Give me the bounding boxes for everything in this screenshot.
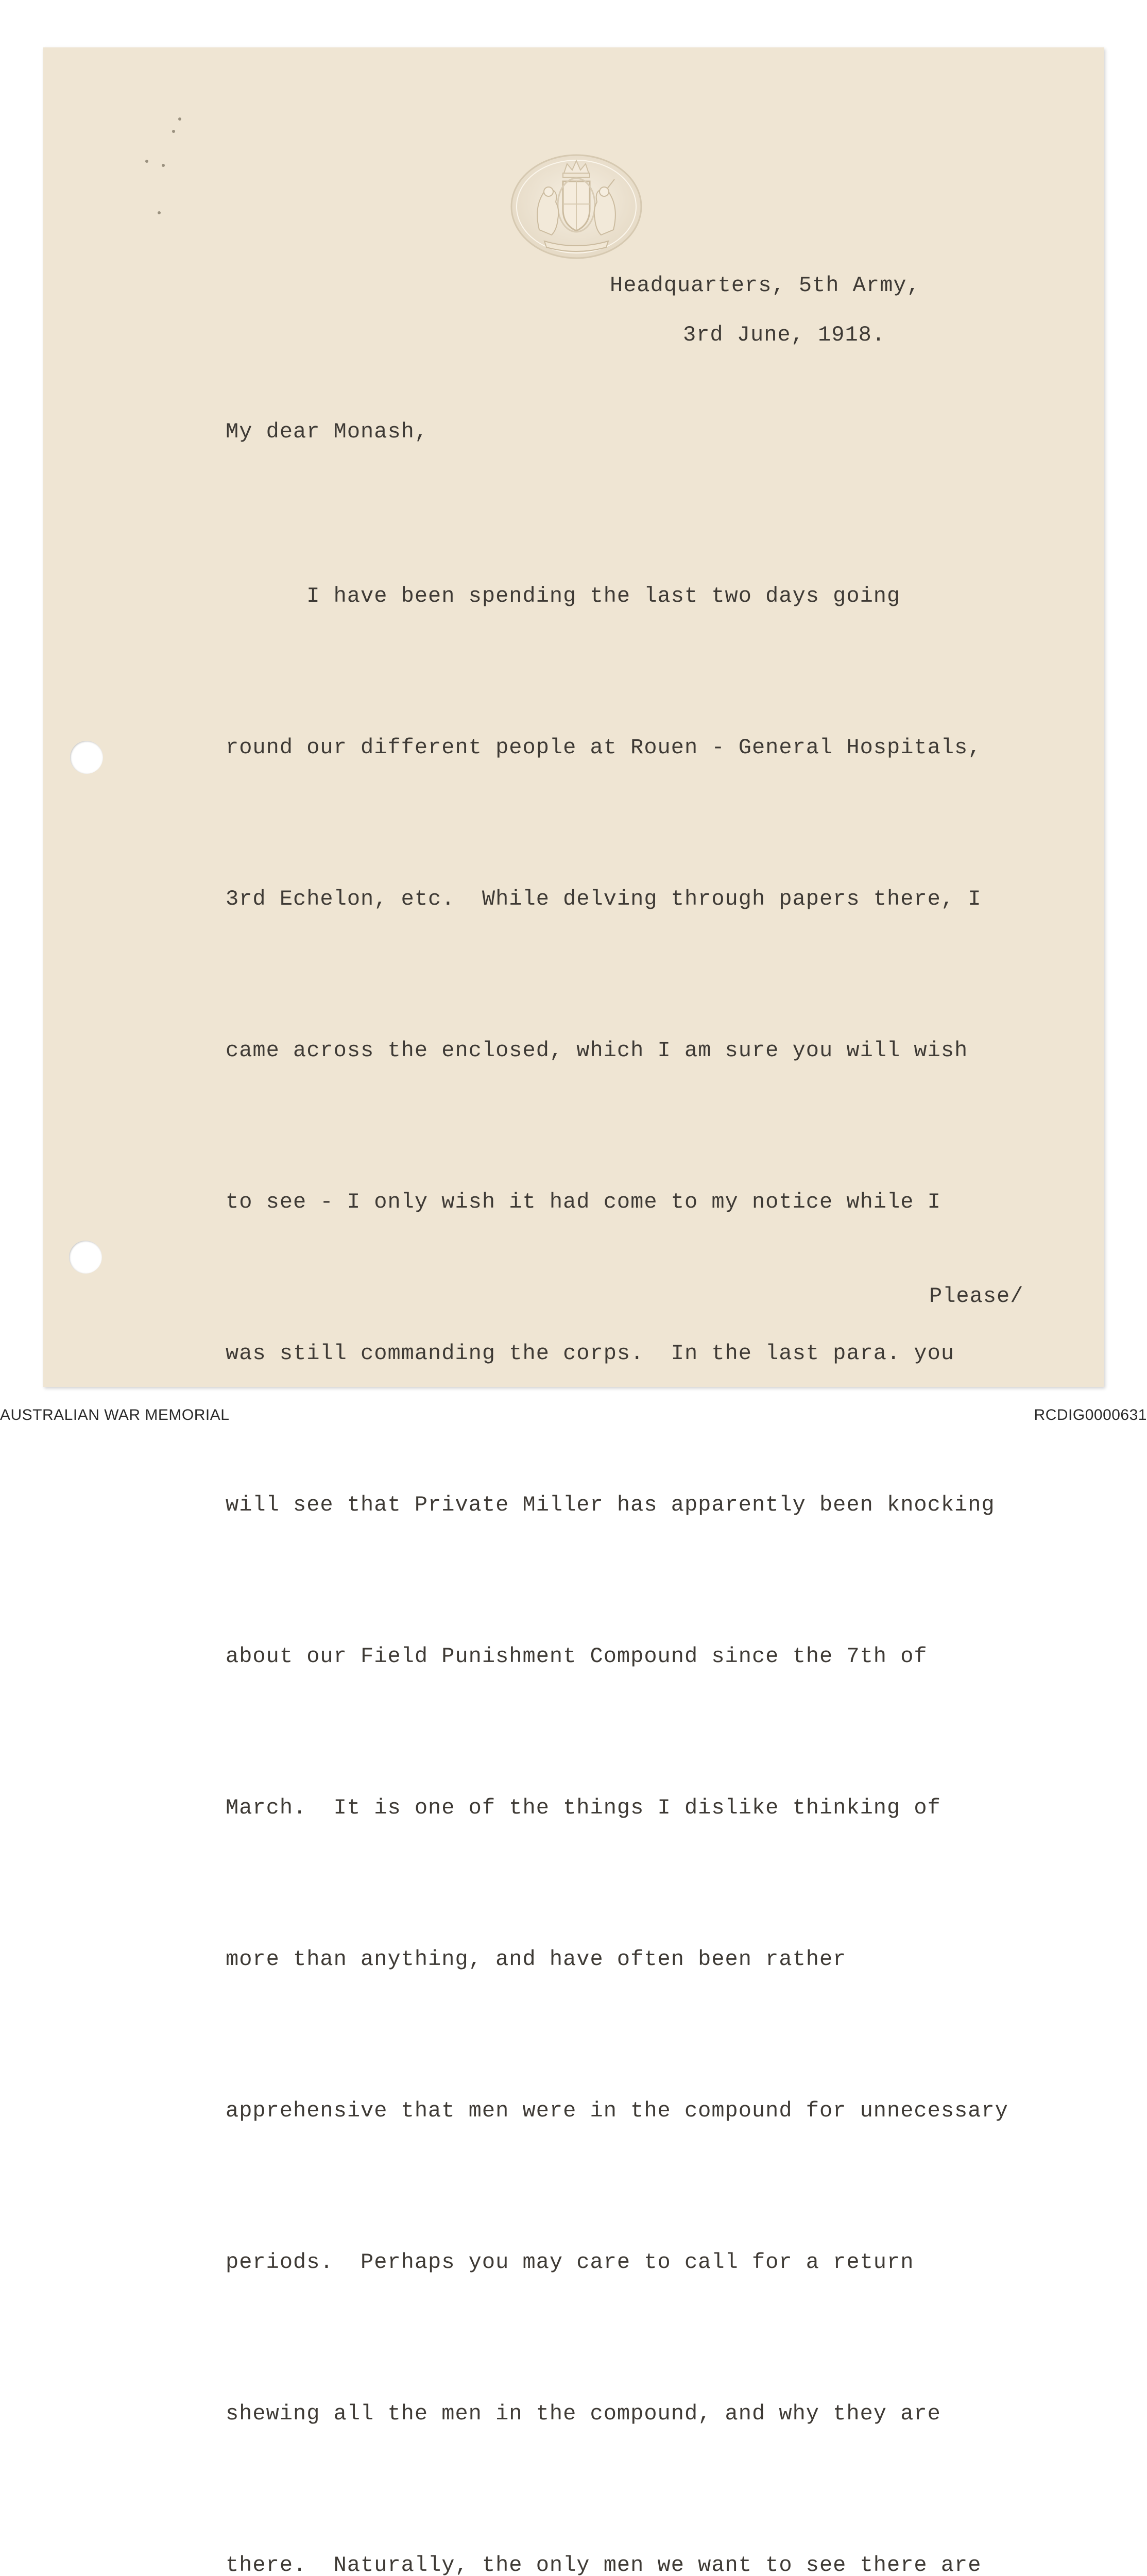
paper-speck <box>162 164 165 167</box>
archive-credit: AUSTRALIAN WAR MEMORIAL <box>0 1406 230 1423</box>
body-line: shewing all the men in the compound, and why they are <box>226 2401 941 2426</box>
paper-speck <box>145 160 148 163</box>
paper-speck <box>158 211 161 214</box>
body-line: periods. Perhaps you may care to call for a return <box>226 2250 914 2275</box>
letter-body <box>226 470 1008 2576</box>
body-line: to see - I only wish it had come to my notice while I <box>226 1190 941 1214</box>
royal-coat-of-arms-emboss-icon <box>508 152 645 261</box>
body-line: 3rd Echelon, etc. While delving through papers there, I <box>226 887 982 911</box>
body-line: apprehensive that men were in the compound for unnecessary <box>226 2098 1008 2123</box>
body-line: I have been spending the last two days going <box>226 584 901 608</box>
page-continuation: Please/ <box>929 1284 1024 1309</box>
body-line: was still commanding the corps. In the last para. you <box>226 1341 955 1366</box>
body-line: came across the enclosed, which I am sure you will wish <box>226 1038 968 1063</box>
paper-speck <box>172 130 175 133</box>
body-line: round our different people at Rouen - General Hospitals, <box>226 735 982 760</box>
salutation: My dear Monash, <box>226 419 429 444</box>
body-line: more than anything, and have often been rather <box>226 1947 847 1972</box>
letter-date: 3rd June, 1918. <box>683 323 886 347</box>
body-line: about our Field Punishment Compound since the 7th of <box>226 1644 928 1669</box>
body-line: will see that Private Miller has apparently been knocking <box>226 1493 995 1517</box>
punch-hole-top <box>70 741 103 774</box>
body-line: March. It is one of the things I dislike thinking of <box>226 1795 941 1820</box>
body-line: there. Naturally, the only men we want to see there are <box>226 2553 982 2576</box>
record-id: RCDIG0000631 <box>1034 1406 1147 1423</box>
sender-address: Headquarters, 5th Army, <box>610 273 920 298</box>
paper-speck <box>178 117 181 121</box>
punch-hole-bottom <box>69 1241 102 1274</box>
